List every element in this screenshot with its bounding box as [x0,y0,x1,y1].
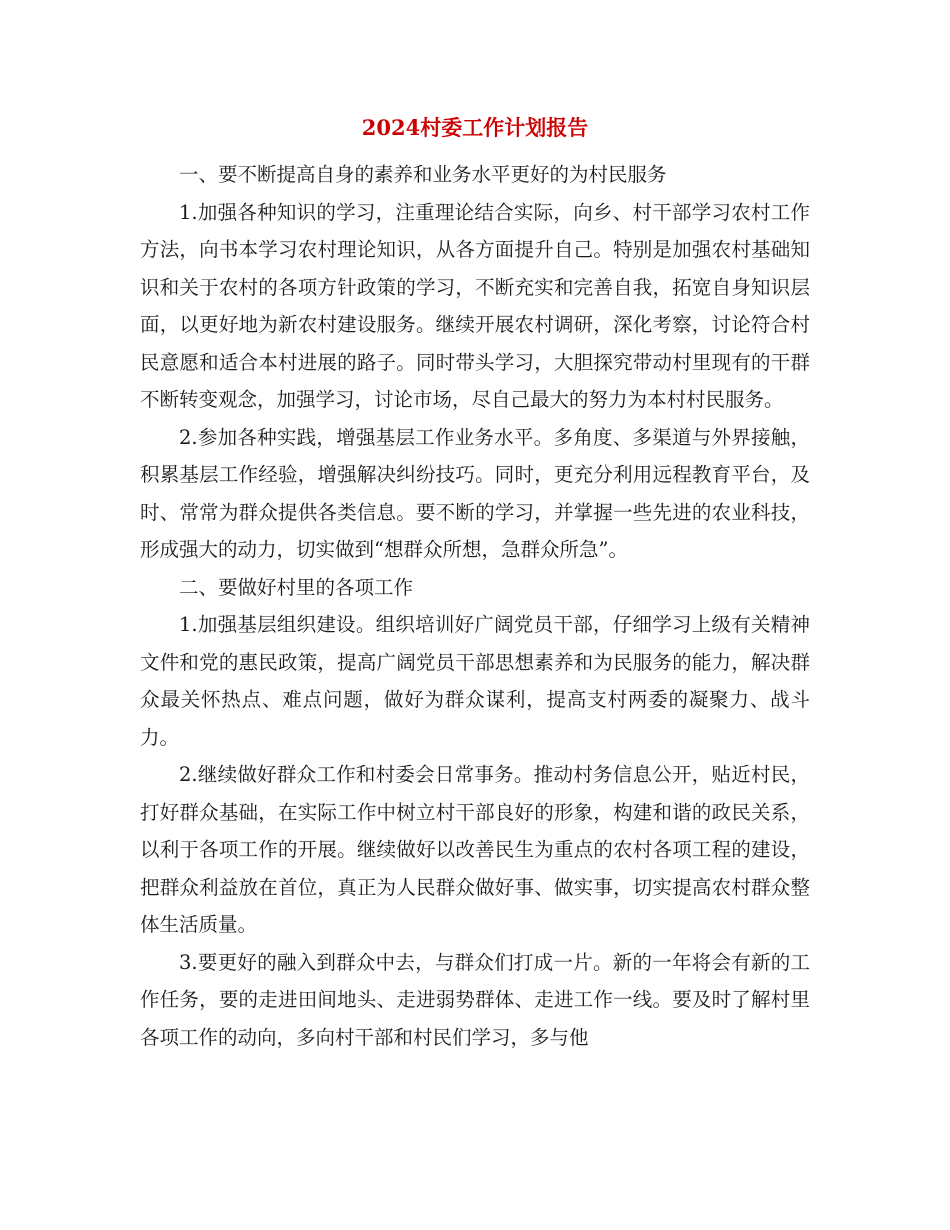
paragraph-2-3: 3.要更好的融入到群众中去，与群众们打成一片。新的一年将会有新的工作任务，要的走进田间地头、走进弱势群体、走进工作一线。要及时了解村里各项工作的动向，多向村干部和村民们学习，多与他 [140,950,810,1049]
paragraph-1-2: 2.参加各种实践，增强基层工作业务水平。多角度、多渠道与外界接触，积累基层工作经验，增强解决纠纷技巧。同时，更充分利用远程教育平台，及时、常常为群众提供各类信息。要不断的学习，并掌握一些先进的农业科技，形成强大的动力，切实做到“想群众所想，急群众所急”。 [140,425,810,561]
document-title: 2024村委工作计划报告 [361,115,589,140]
paragraph-2-1: 1.加强基层组织建设。组织培训好广阔党员干部，仔细学习上级有关精神文件和党的惠民政策，提高广阔党员干部思想素养和为民服务的能力，解决群众最关怀热点、难点问题，做好为群众谋利，提高支村两委的凝聚力、战斗力。 [140,613,810,749]
paragraph-2-2: 2.继续做好群众工作和村委会日常事务。推动村务信息公开，贴近村民，打好群众基础，在实际工作中树立村干部良好的形象，构建和谐的政民关系，以利于各项工作的开展。继续做好以改善民生为重点的农村各项工程的建设，把群众利益放在首位，真正为人民群众做好事、做实事，切实提高农村群众整体生活质量。 [140,763,810,936]
section-heading-2: 二、要做好村里的各项工作 [179,575,414,599]
section-heading-1: 一、要不断提高自身的素养和业务水平更好的为村民服务 [179,163,667,186]
document-body [140,156,810,1056]
paragraph-1-1: 1.加强各种知识的学习，注重理论结合实际，向乡、村干部学习农村工作方法，向书本学习农村理论知识，从各方面提升自己。特别是加强农村基础知识和关于农村的各项方针政策的学习，不断充实和完善自我，拓宽自身知识层面，以更好地为新农村建设服务。继续开展农村调研，深化考察，讨论符合村民意愿和适合本村进展的路子。同时带头学习，大胆探究带动村里现有的干群不断转变观念，加强学习，讨论市场，尽自己最大的努力为本村村民服务。 [140,200,810,411]
